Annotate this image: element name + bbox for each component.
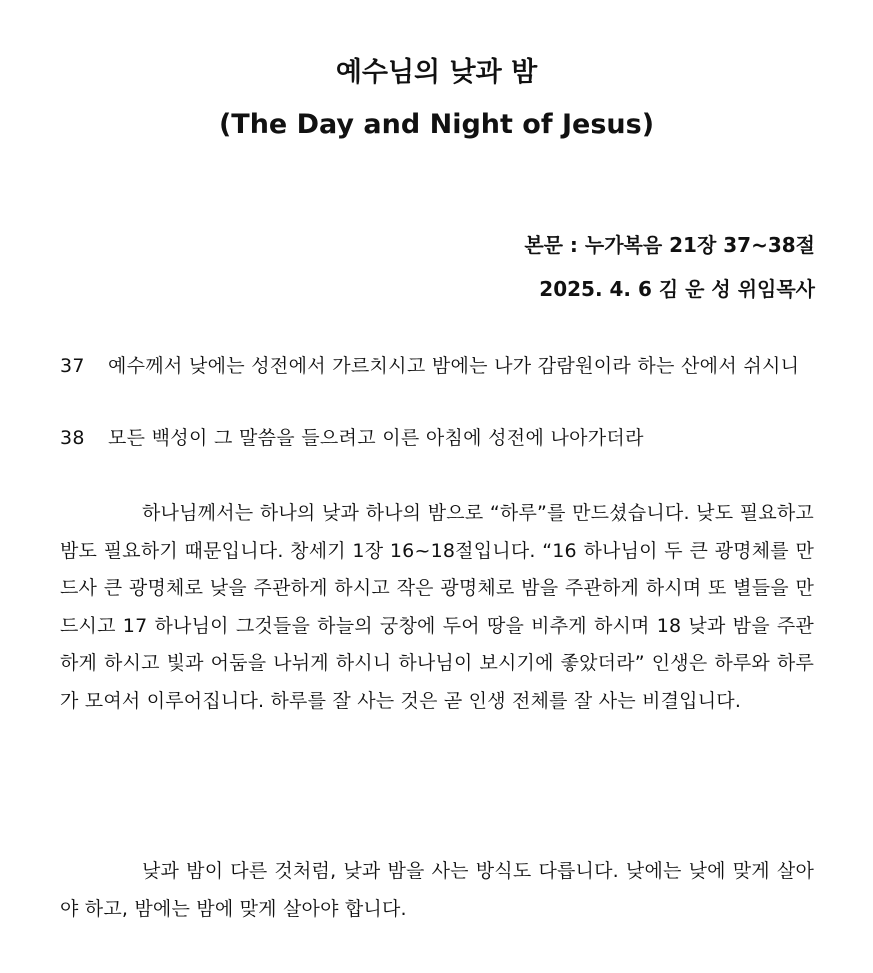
date-and-preacher: 2025. 4. 6 김 운 성 위임목사 (539, 277, 815, 301)
verse-number: 38 (60, 427, 85, 449)
verse-text: 예수께서 낮에는 성전에서 가르치시고 밤에는 나가 감람원이라 하는 산에서 쉬시니 (108, 355, 800, 377)
verse-number: 37 (60, 355, 85, 377)
sermon-subtitle: (The Day and Night of Jesus) (218, 109, 655, 140)
body-paragraph-1: 하나님께서는 하나의 낮과 하나의 밤으로 “하루”를 만드셨습니다. 낮도 필요하고 밤도 필요하기 때문입니다. 창세기 1장 16~18절입니다. “16 하나님이 두 큰 광명체를 만드사 큰 광명체로 낮을 주관하게 하시고 작은 광명체로 밤을 주관하게 하시며 또 별들을 만드시고 17 하나님이 그것들을 하늘의 궁창에 두어 땅을 비추게 하시며 18 낮과 밤을 주관하게 하시고 빛과 어둠을 나뉘게 하시니 하나님이 보시기에 좋았더라” 인생은 하루와 하루가 모여서 이루어집니다. 하루를 잘 사는 것은 곧 인생 전체를 잘 사는 비결입니다. (60, 502, 814, 712)
scripture-reference: 본문 : 누가복음 21장 37~38절 (524, 233, 815, 257)
verse-text: 모든 백성이 그 말씀을 들으려고 이른 아침에 성전에 나아가더라 (108, 427, 644, 449)
sermon-title: 예수님의 낮과 밤 (335, 57, 538, 88)
body-paragraph-2: 낮과 밤이 다른 것처럼, 낮과 밤을 사는 방식도 다릅니다. 낮에는 낮에 맞게 살아야 하고, 밤에는 밤에 맞게 살아야 합니다. (60, 860, 814, 920)
